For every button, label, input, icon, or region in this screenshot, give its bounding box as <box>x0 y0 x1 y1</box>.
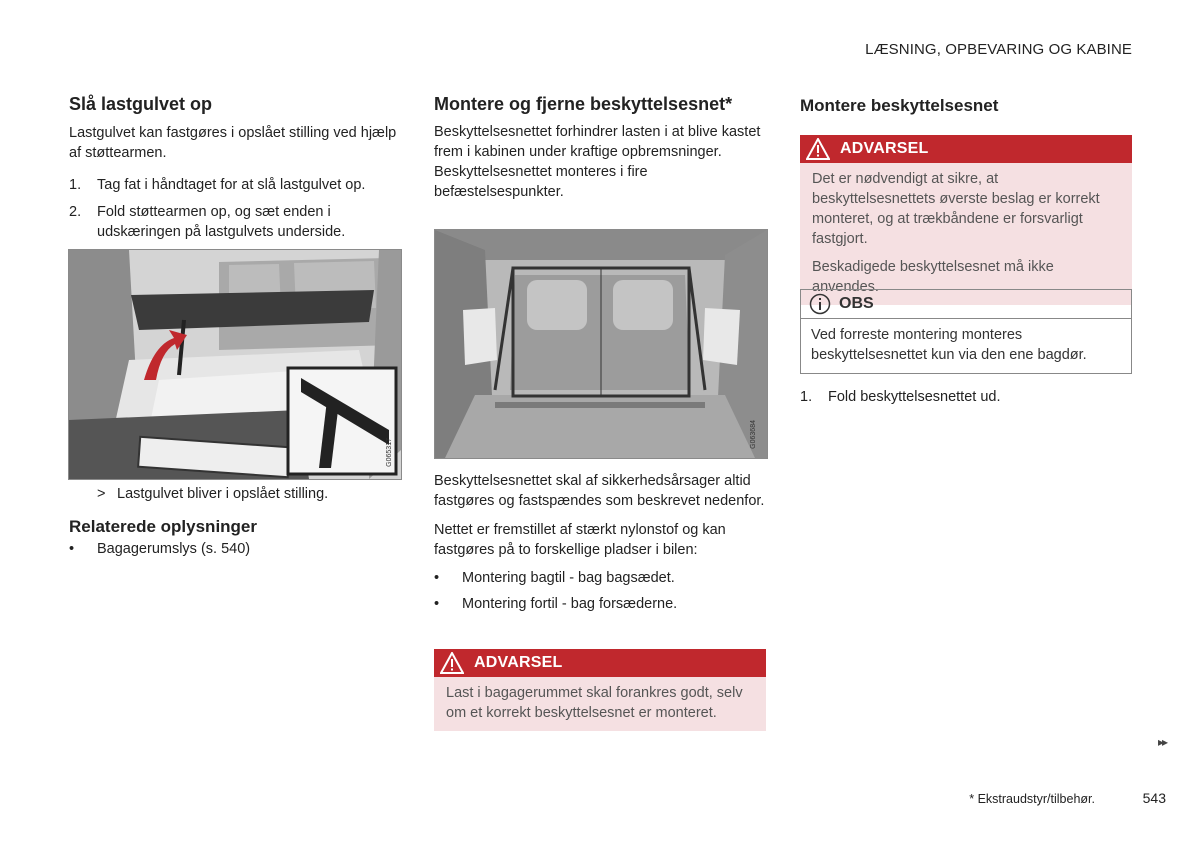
intro-text: Lastgulvet kan fastgøres i opslået stilling ved hjælp af støttearmen. <box>69 125 397 161</box>
warning-body <box>800 163 1132 305</box>
step-text: Fold beskyttelsesnettet ud. <box>828 389 1001 405</box>
cargo-net-drawing <box>435 230 767 458</box>
step-item <box>69 175 399 195</box>
section-header: LÆSNING, OPBEVARING OG KABINE <box>865 41 1132 58</box>
mount-text: Montering bagtil - bag bagsædet. <box>462 570 675 586</box>
note-box <box>800 289 1132 374</box>
info-icon <box>809 293 831 315</box>
bullet-marker: • <box>434 570 440 586</box>
note-label: OBS <box>839 295 874 312</box>
footnote: * Ekstraudstyr/tilbehør. <box>969 792 1095 806</box>
step-item <box>800 387 1132 407</box>
bullet-marker: • <box>434 596 440 612</box>
warning-box <box>800 135 1132 305</box>
result-text: Lastgulvet bliver i opslået stilling. <box>117 486 329 502</box>
section-title-mount: Montere beskyttelsesnet <box>800 96 999 115</box>
result-line <box>97 484 328 504</box>
mount-list <box>434 568 766 614</box>
mount-item <box>434 594 766 614</box>
safety-text: Beskyttelsesnettet skal af sikkerhedsårsager altid fastgøres og fastspændes som beskrevet nedenfor. <box>434 473 765 509</box>
note-text: Ved forreste montering monteres beskyttelsesnettet kun via den ene bagdør. <box>811 327 1087 363</box>
page-number: 543 <box>1142 790 1166 806</box>
step-item <box>69 202 399 242</box>
warning-text: Beskadigede beskyttelsesnet må ikke anvendes. <box>812 259 1054 295</box>
mount-text: Montering fortil - bag forsæderne. <box>462 596 678 612</box>
note-header <box>801 290 1131 319</box>
related-link[interactable]: Bagagerumslys (s. 540) <box>97 541 251 557</box>
bullet-marker: • <box>69 541 75 557</box>
warning-box <box>434 649 766 731</box>
step-text: Fold støttearmen op, og sæt enden i udskæringen på lastgulvets underside. <box>97 204 346 240</box>
warning-header <box>434 649 766 677</box>
column-2-lower <box>434 471 766 614</box>
step-text: Tag fat i håndtaget for at slå lastgulvet op. <box>97 177 366 193</box>
related-item[interactable] <box>69 539 399 559</box>
continue-arrow-icon: ▸▸ <box>1157 735 1166 749</box>
warning-text: Det er nødvendigt at sikre, at beskyttelsesnettets øverste beslag er korrekt monteret, og at trækbåndene er forsvarligt fastgjort. <box>812 171 1100 247</box>
figure-code: G063684 <box>750 420 757 449</box>
section-title-floor: Slå lastgulvet op <box>69 94 213 114</box>
column-2 <box>434 94 766 202</box>
mount-steps <box>800 387 1132 407</box>
net-points: Beskyttelsesnettet monteres i fire befæstelsespunkter. <box>434 164 648 200</box>
warning-triangle-icon <box>806 138 830 160</box>
cargo-floor-illustration <box>68 249 402 480</box>
related-title: Relaterede oplysninger <box>69 517 258 536</box>
related-section <box>69 517 399 559</box>
column-3 <box>800 96 1132 116</box>
warning-text: Last i bagagerummet skal forankres godt, selv om et korrekt beskyttelsesnet er monteret. <box>446 685 743 721</box>
figure-code: G065317 <box>386 438 393 467</box>
warning-label: ADVARSEL <box>840 140 929 157</box>
step-list <box>69 175 399 242</box>
cargo-floor-drawing <box>69 250 401 479</box>
step-number: 2. <box>69 204 82 220</box>
result-marker: > <box>97 486 106 502</box>
mount-item <box>434 568 766 588</box>
warning-body <box>434 677 766 731</box>
section-title-net: Montere og fjerne beskyttelsesnet* <box>434 94 733 114</box>
material-text: Nettet er fremstillet af stærkt nylonstof og kan fastgøres på to forskellige pladser i bilen: <box>434 522 726 558</box>
column-1 <box>69 94 399 242</box>
warning-triangle-icon <box>440 652 464 674</box>
warning-label: ADVARSEL <box>474 654 563 671</box>
step-number: 1. <box>800 389 813 405</box>
step-number: 1. <box>69 177 82 193</box>
net-intro: Beskyttelsesnettet forhindrer lasten i at blive kastet frem i kabinen under kraftige opbremsninger. <box>434 124 761 160</box>
cargo-net-illustration <box>434 229 768 459</box>
warning-header <box>800 135 1132 163</box>
